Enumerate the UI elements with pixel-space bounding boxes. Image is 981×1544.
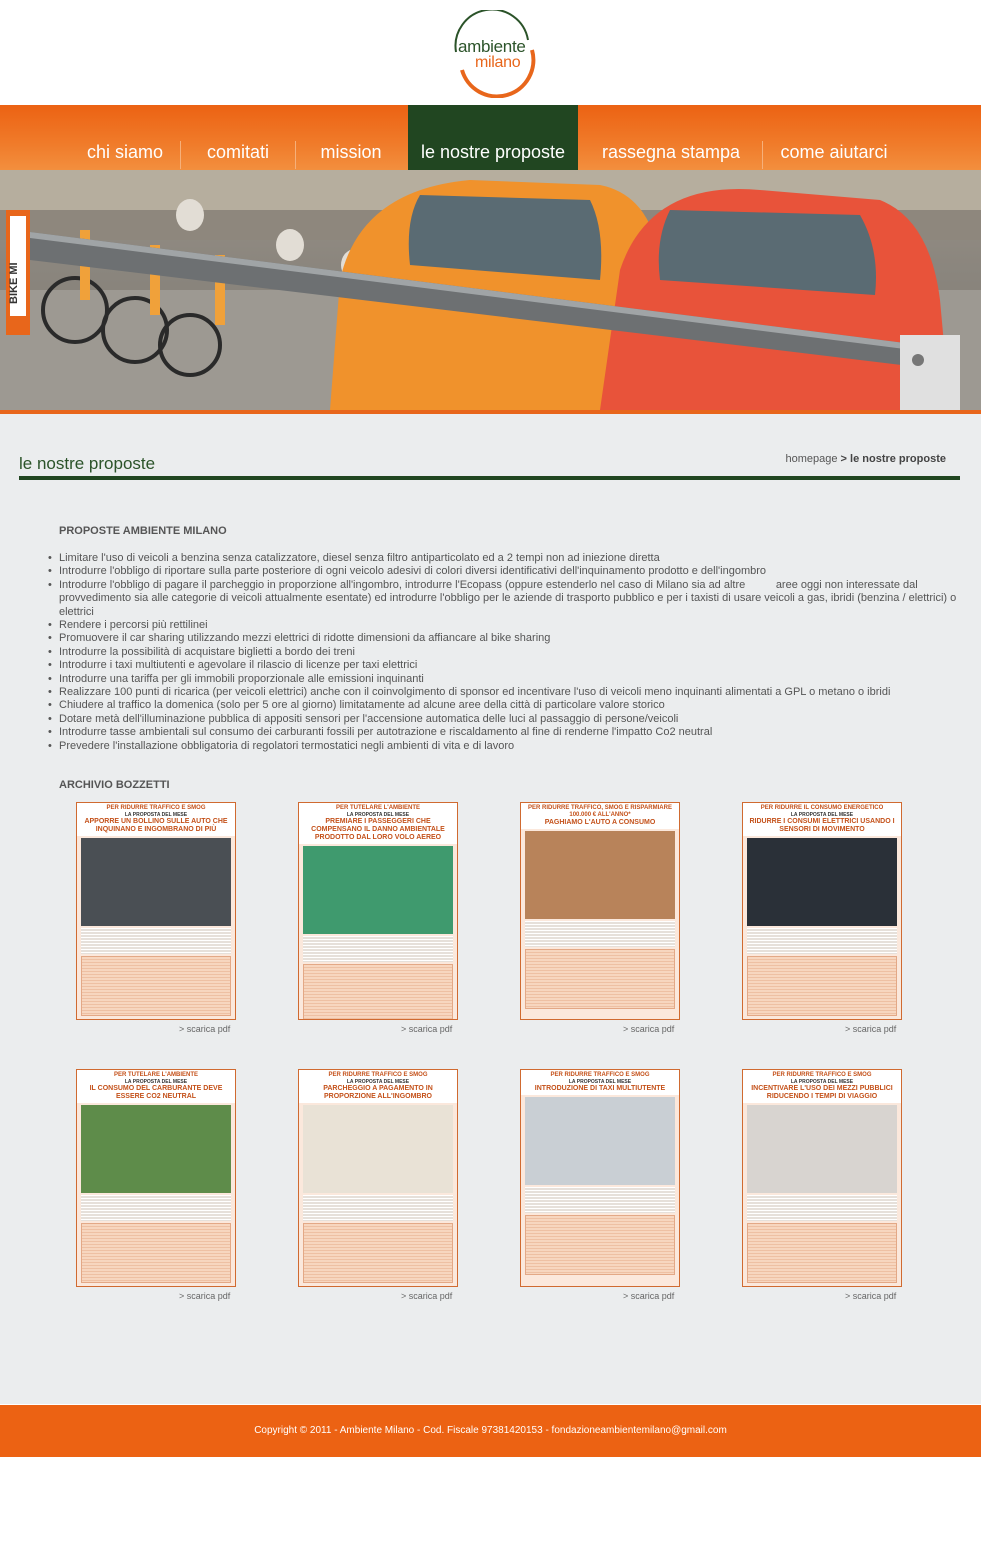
download-pdf-link[interactable]: > scarica pdf — [179, 1024, 231, 1034]
main-nav — [0, 105, 981, 170]
download-pdf-link[interactable]: > scarica pdf — [401, 1291, 453, 1301]
poster-kicker: PER RIDURRE TRAFFICO E SMOG — [106, 805, 206, 811]
poster-body-text — [81, 928, 231, 954]
poster-headline: APPORRE UN BOLLINO SULLE AUTO CHE INQUINANO E INGOMBRANO DI PIÙ — [84, 818, 228, 833]
hero-banner — [0, 170, 981, 410]
list-item: • Chiudere al traffico la domenica (solo per 5 ore al giorno) limitatamente ad alcune aree della città di particolare valore storico — [59, 699, 959, 712]
banner-illustration — [0, 170, 981, 410]
poster-sub: LA PROPOSTA DEL MESE — [124, 812, 188, 818]
poster-headline: INCENTIVARE L'USO DEI MEZZI PUBBLICI RIDUCENDO I TEMPI DI VIAGGIO — [751, 1085, 893, 1100]
download-pdf-link[interactable]: > scarica pdf — [179, 1291, 231, 1301]
poster-headline: PREMIARE I PASSEGGERI CHE COMPENSANO IL DANNO AMBIENTALE PRODOTTO DAL LORO VOLO AEREO — [311, 818, 445, 841]
poster-kicker: PER RIDURRE TRAFFICO E SMOG — [328, 1072, 428, 1078]
poster-image — [747, 1105, 897, 1193]
list-item: • Limitare l'uso di veicoli a benzina senza catalizzatore, diesel senza filtro antiparticolato ed a 2 tempi non ad iniezione diretta — [59, 552, 959, 565]
list-item: • Introdurre l'obbligo di pagare il parcheggio in proporzione all'ingombro, introdurre l'Ecopass (oppure estenderlo nel caso di Milano sia ad altre aree oggi non interessate dal provvedimento sia alle categorie di veicoli attualmente esentate) ed introdurre l'obbligo per le aziende di trasporto pubblico e per i taxisti di usare veicoli a gas, ibridi (benzina / elettrici) o elettrici — [59, 579, 959, 619]
nav-item-mission[interactable]: mission — [320, 142, 382, 162]
list-item: • Rendere i percorsi più rettilinei — [59, 619, 959, 632]
title-divider — [19, 476, 960, 480]
poster-form — [747, 956, 897, 1016]
poster-headline: IL CONSUMO DEL CARBURANTE DEVE ESSERE CO2 NEUTRAL — [89, 1085, 223, 1100]
poster-body-text — [525, 921, 675, 947]
list-item: • Introdurre l'obbligo di riportare sulla parte posteriore di ogni veicolo adesivi di colori diversi identificativi dell'inquinamento prodotto e dell'ingombro — [59, 565, 959, 578]
list-item: • Promuovere il car sharing utilizzando mezzi elettrici di ridotte dimensioni da affiancare al bike sharing — [59, 632, 959, 645]
list-item: • Realizzare 100 punti di ricarica (per veicoli elettrici) anche con il coinvolgimento di sponsor ed incentivare l'uso di veicoli meno inquinanti alimentati a GPL o metano o ibridi — [59, 686, 959, 699]
proposals-heading: PROPOSTE AMBIENTE MILANO — [59, 525, 227, 537]
poster-headline: RIDURRE I CONSUMI ELETTRICI USANDO I SENSORI DI MOVIMENTO — [749, 818, 895, 833]
poster-form — [525, 1215, 675, 1275]
poster-form — [747, 1223, 897, 1283]
poster-thumbnail[interactable] — [76, 1069, 236, 1287]
list-item: • Introdurre una tariffa per gli immobili proporzionale alle emissioni inquinanti — [59, 673, 959, 686]
list-item: • Introdurre tasse ambientali sul consumo dei carburanti fossili per autotrazione e riscaldamento al fine di renderne l'impatto Co2 neutral — [59, 726, 959, 739]
poster-form — [81, 1223, 231, 1283]
poster-sub: LA PROPOSTA DEL MESE — [124, 1079, 188, 1085]
poster-sub: LA PROPOSTA DEL MESE — [790, 1079, 854, 1085]
download-pdf-link[interactable]: > scarica pdf — [623, 1291, 675, 1301]
download-pdf-link[interactable]: > scarica pdf — [845, 1024, 897, 1034]
poster-thumbnail[interactable] — [298, 802, 458, 1020]
breadcrumb-home-link[interactable]: homepage — [785, 453, 838, 465]
poster-body-text — [747, 1195, 897, 1221]
poster-headline: PARCHEGGIO A PAGAMENTO IN PROPORZIONE ALL'INGOMBRO — [323, 1085, 433, 1100]
poster-form — [81, 956, 231, 1016]
poster-sub: LA PROPOSTA DEL MESE — [346, 812, 410, 818]
poster-thumbnail[interactable] — [520, 802, 680, 1020]
breadcrumb-current: le nostre proposte — [850, 453, 946, 465]
poster-headline: PAGHIAMO L'AUTO A CONSUMO — [544, 819, 656, 826]
site-footer — [0, 1405, 981, 1457]
poster-thumbnail[interactable] — [742, 1069, 902, 1287]
footer-copyright: Copyright © 2011 - Ambiente Milano - Cod. Fiscale 97381420153 - fondazioneambientemilano@gmail.com — [254, 1425, 727, 1436]
logo-word-ambiente: ambiente — [458, 37, 526, 56]
bike-sign-text: BIKE — [8, 277, 20, 304]
download-pdf-link[interactable]: > scarica pdf — [623, 1024, 675, 1034]
poster-headline: INTRODUZIONE DI TAXI MULTIUTENTE — [534, 1085, 666, 1092]
poster-kicker: PER TUTELARE L'AMBIENTE — [113, 1072, 199, 1078]
nav-item-come-aiutarci[interactable]: come aiutarci — [780, 142, 888, 162]
poster-image — [525, 1097, 675, 1185]
site-logo[interactable] — [446, 10, 538, 98]
breadcrumb-separator: > — [840, 453, 847, 465]
poster-thumbnail[interactable] — [742, 802, 902, 1020]
poster-kicker: PER RIDURRE IL CONSUMO ENERGETICO — [760, 805, 884, 811]
list-item: • Introdurre la possibilità di acquistare biglietti a bordo dei treni — [59, 646, 959, 659]
poster-kicker: PER TUTELARE L'AMBIENTE — [335, 805, 421, 811]
poster-sub: LA PROPOSTA DEL MESE — [790, 812, 854, 818]
download-pdf-link[interactable]: > scarica pdf — [401, 1024, 453, 1034]
poster-kicker: PER RIDURRE TRAFFICO E SMOG — [550, 1072, 650, 1078]
poster-body-text — [303, 1195, 453, 1221]
poster-image — [81, 838, 231, 926]
poster-body-text — [747, 928, 897, 954]
poster-image — [81, 1105, 231, 1193]
nav-item-rassegna-stampa[interactable]: rassegna stampa — [601, 142, 741, 162]
bike-mi-sign — [8, 246, 28, 320]
proposals-list — [59, 552, 959, 753]
nav-item-comitati[interactable]: comitati — [206, 142, 269, 162]
nav-item-chi-siamo[interactable]: chi siamo — [86, 142, 164, 162]
nav-item-le-nostre-proposte[interactable]: le nostre proposte — [408, 105, 578, 170]
poster-body-text — [525, 1187, 675, 1213]
download-pdf-link[interactable]: > scarica pdf — [845, 1291, 897, 1301]
poster-image — [747, 838, 897, 926]
poster-kicker: PER RIDURRE TRAFFICO, SMOG E RISPARMIARE 100.000 € ALL'ANNO* — [528, 805, 672, 818]
poster-form — [303, 964, 453, 1020]
poster-body-text — [303, 936, 453, 962]
poster-image — [303, 1105, 453, 1193]
bike-sign-sub: MI — [8, 262, 20, 275]
poster-form — [303, 1223, 453, 1283]
list-item: • Introdurre i taxi multiutenti e agevolare il rilascio di licenze per taxi elettrici — [59, 659, 959, 672]
poster-kicker: PER RIDURRE TRAFFICO E SMOG — [772, 1072, 872, 1078]
list-item: • Dotare metà dell'illuminazione pubblica di appositi sensori per l'accensione automatica delle luci al passaggio di persone/veicoli — [59, 713, 959, 726]
logo-word-milano: milano — [475, 54, 521, 71]
archive-heading: ARCHIVIO BOZZETTI — [59, 779, 170, 791]
list-item: • Prevedere l'installazione obbligatoria di regolatori termostatici negli ambienti di vita e di lavoro — [59, 740, 959, 753]
poster-sub: LA PROPOSTA DEL MESE — [346, 1079, 410, 1085]
poster-image — [525, 831, 675, 919]
poster-body-text — [81, 1195, 231, 1221]
poster-thumbnail[interactable] — [298, 1069, 458, 1287]
breadcrumb — [785, 453, 946, 465]
page-title: le nostre proposte — [19, 454, 156, 473]
poster-image — [303, 846, 453, 934]
poster-thumbnail[interactable] — [76, 802, 236, 1020]
poster-form — [525, 949, 675, 1009]
poster-sub: LA PROPOSTA DEL MESE — [568, 1079, 632, 1085]
main-content — [0, 414, 981, 1404]
poster-thumbnail[interactable] — [520, 1069, 680, 1287]
